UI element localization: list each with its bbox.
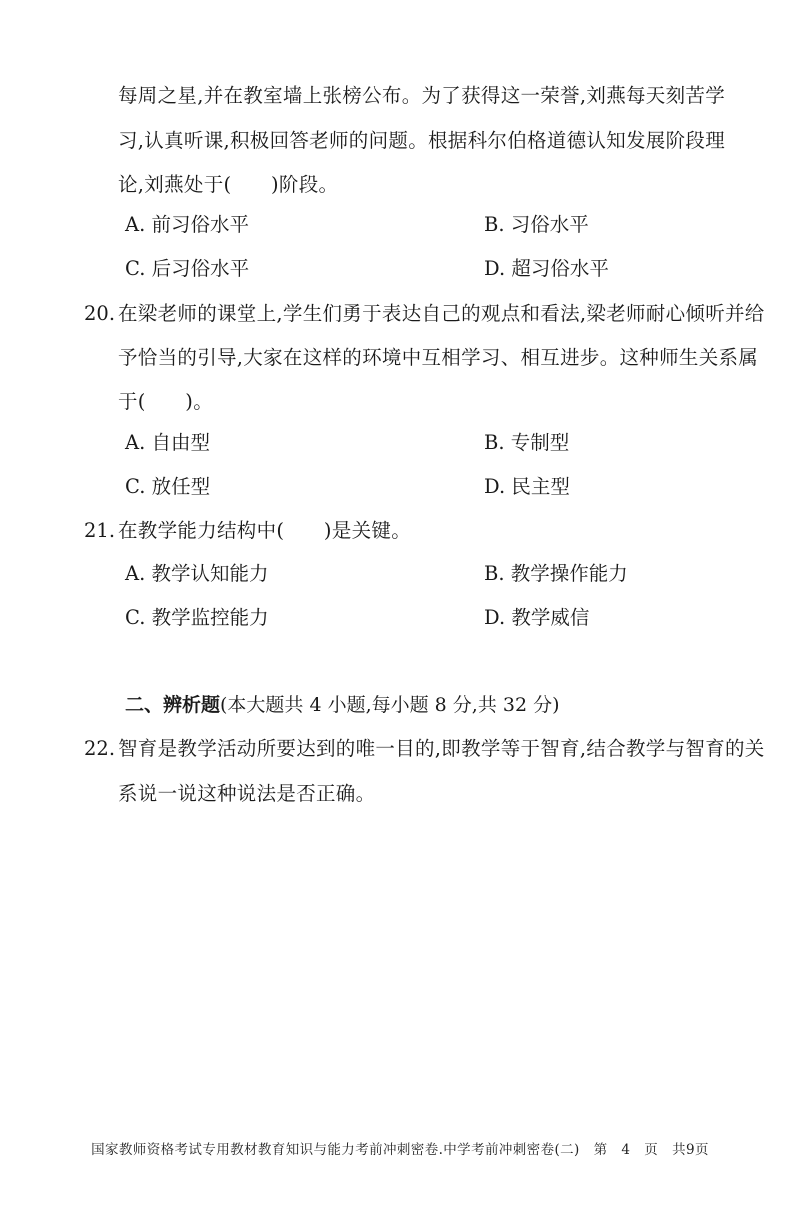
q20-option-c: C. 放任型	[125, 475, 211, 498]
q19-option-a: A. 前习俗水平	[125, 213, 249, 236]
q21-option-d: D. 教学威信	[484, 606, 590, 629]
q20-option-a: A. 自由型	[125, 431, 210, 454]
q21-option-b: B. 教学操作能力	[484, 562, 628, 585]
q19-option-b: B. 习俗水平	[484, 213, 589, 236]
q20-number: 20.	[84, 302, 116, 325]
q20-line-2: 予恰当的引导,大家在这样的环境中互相学习、相互进步。这种师生关系属	[118, 346, 759, 369]
page-footer: 国家教师资格考试专用教材教育知识与能力考前冲刺密卷.中学考前冲刺密卷(二) 第 4 页 共9页	[91, 1142, 709, 1158]
q19-line-2: 习,认真听课,积极回答老师的问题。根据科尔伯格道德认知发展阶段理	[118, 129, 725, 152]
q19-option-d: D. 超习俗水平	[484, 257, 609, 280]
q19-option-c: C. 后习俗水平	[125, 257, 250, 280]
q19-line-3: 论,刘燕处于( )阶段。	[118, 173, 339, 196]
q20-line-3: 于( )。	[118, 390, 214, 413]
q21-option-a: A. 教学认知能力	[125, 562, 269, 585]
q21-option-c: C. 教学监控能力	[125, 606, 269, 629]
q20-option-d: D. 民主型	[484, 475, 570, 498]
q21-line-1: 在教学能力结构中( )是关键。	[118, 519, 412, 542]
q22-line-2: 系说一说这种说法是否正确。	[118, 782, 376, 805]
section-note: (本大题共 4 小题,每小题 8 分,共 32 分)	[220, 694, 560, 716]
section-title: 二、辨析题	[125, 694, 221, 716]
q21-number: 21.	[84, 519, 116, 542]
q22-number: 22.	[84, 737, 116, 760]
q20-option-b: B. 专制型	[484, 431, 570, 454]
q20-line-1: 在梁老师的课堂上,学生们勇于表达自己的观点和看法,梁老师耐心倾听并给	[118, 302, 765, 325]
q19-line-1: 每周之星,并在教室墙上张榜公布。为了获得这一荣誉,刘燕每天刻苦学	[118, 84, 725, 107]
section-heading	[125, 692, 560, 718]
q22-line-1: 智育是教学活动所要达到的唯一目的,即教学等于智育,结合教学与智育的关	[118, 737, 765, 760]
